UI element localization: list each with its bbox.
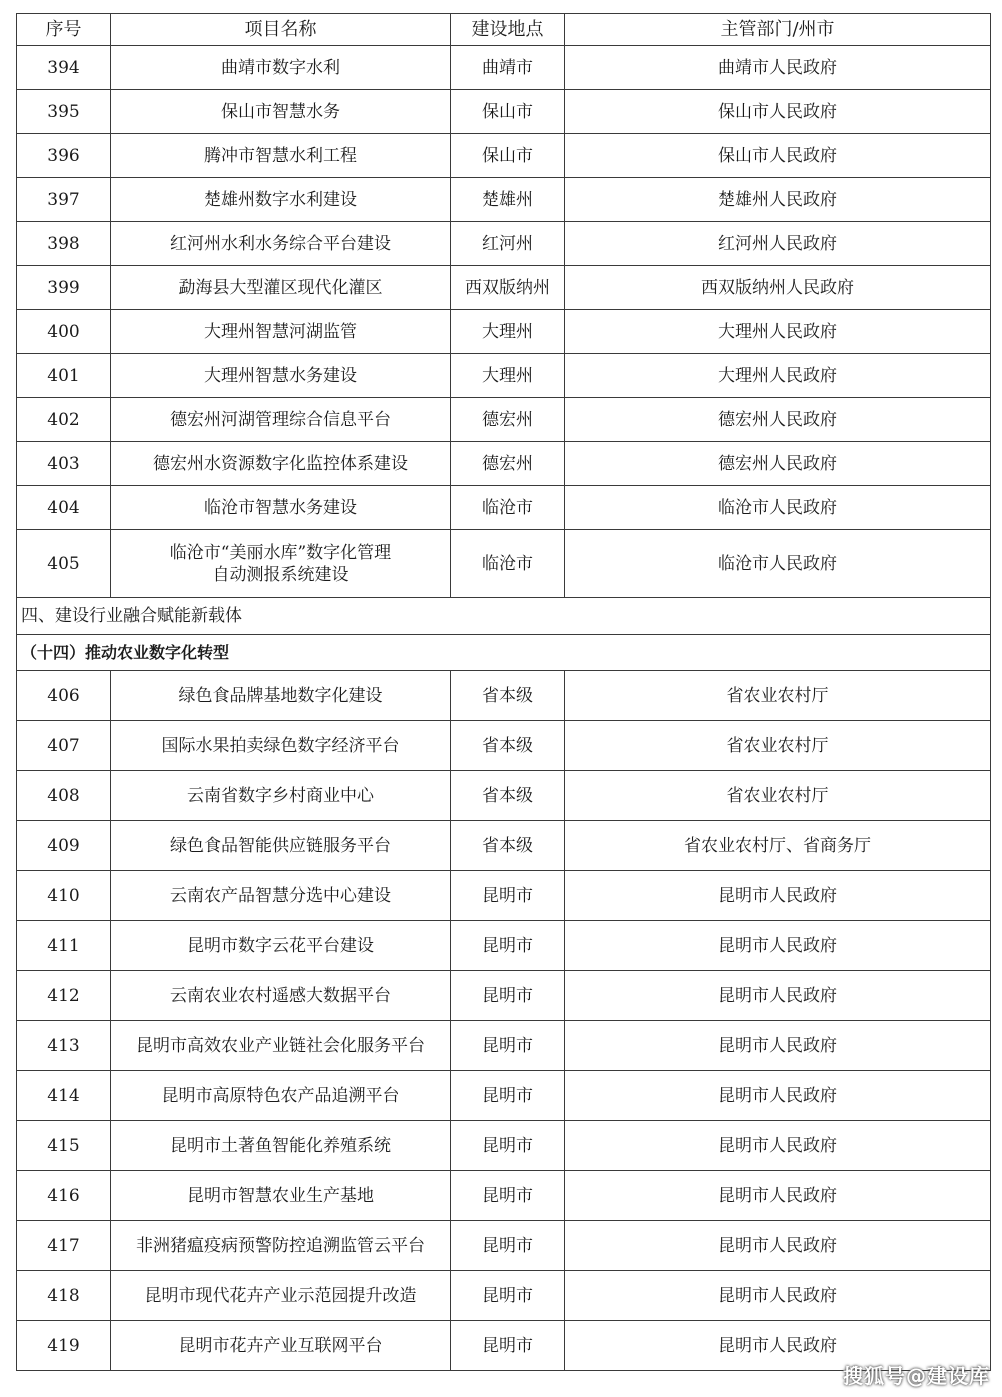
cell-dept: 昆明市人民政府 <box>565 1321 991 1371</box>
cell-location: 昆明市 <box>451 971 565 1021</box>
cell-no: 418 <box>17 1271 111 1321</box>
table-row <box>17 310 991 354</box>
cell-name: 云南省数字乡村商业中心 <box>111 771 451 821</box>
cell-name: 昆明市土著鱼智能化养殖系统 <box>111 1121 451 1171</box>
table-row <box>17 354 991 398</box>
cell-name: 非洲猪瘟疫病预警防控追溯监管云平台 <box>111 1221 451 1271</box>
cell-no: 400 <box>17 310 111 354</box>
cell-location: 临沧市 <box>451 486 565 530</box>
cell-location: 西双版纳州 <box>451 266 565 310</box>
cell-name: 临沧市智慧水务建设 <box>111 486 451 530</box>
cell-no: 395 <box>17 90 111 134</box>
header-no: 序号 <box>17 14 111 46</box>
table-row <box>17 921 991 971</box>
cell-name: 昆明市智慧农业生产基地 <box>111 1171 451 1221</box>
cell-name: 昆明市高效农业产业链社会化服务平台 <box>111 1021 451 1071</box>
cell-location: 大理州 <box>451 310 565 354</box>
cell-no: 411 <box>17 921 111 971</box>
cell-no: 410 <box>17 871 111 921</box>
table-row <box>17 671 991 721</box>
cell-location: 德宏州 <box>451 398 565 442</box>
cell-name: 云南农产品智慧分选中心建设 <box>111 871 451 921</box>
cell-no: 401 <box>17 354 111 398</box>
cell-name: 绿色食品牌基地数字化建设 <box>111 671 451 721</box>
cell-dept: 昆明市人民政府 <box>565 1071 991 1121</box>
cell-name: 楚雄州数字水利建设 <box>111 178 451 222</box>
cell-location: 红河州 <box>451 222 565 266</box>
cell-dept: 昆明市人民政府 <box>565 1021 991 1071</box>
cell-name: 云南农业农村遥感大数据平台 <box>111 971 451 1021</box>
table-row <box>17 530 991 598</box>
cell-location: 曲靖市 <box>451 46 565 90</box>
cell-no: 412 <box>17 971 111 1021</box>
table-row <box>17 266 991 310</box>
cell-dept: 省农业农村厅 <box>565 771 991 821</box>
cell-dept: 昆明市人民政府 <box>565 971 991 1021</box>
cell-name: 昆明市数字云花平台建设 <box>111 921 451 971</box>
cell-no: 408 <box>17 771 111 821</box>
cell-dept: 临沧市人民政府 <box>565 530 991 598</box>
cell-name: 曲靖市数字水利 <box>111 46 451 90</box>
cell-dept: 省农业农村厅、省商务厅 <box>565 821 991 871</box>
cell-location: 昆明市 <box>451 1121 565 1171</box>
cell-dept: 德宏州人民政府 <box>565 442 991 486</box>
cell-location: 昆明市 <box>451 921 565 971</box>
cell-no: 414 <box>17 1071 111 1121</box>
cell-name: 大理州智慧河湖监管 <box>111 310 451 354</box>
cell-no: 415 <box>17 1121 111 1171</box>
cell-name: 昆明市花卉产业互联网平台 <box>111 1321 451 1371</box>
cell-name: 保山市智慧水务 <box>111 90 451 134</box>
cell-location: 省本级 <box>451 721 565 771</box>
cell-dept: 省农业农村厅 <box>565 721 991 771</box>
table-row <box>17 1021 991 1071</box>
cell-dept: 红河州人民政府 <box>565 222 991 266</box>
table-row <box>17 1271 991 1321</box>
cell-location: 昆明市 <box>451 1271 565 1321</box>
cell-name: 昆明市高原特色农产品追溯平台 <box>111 1071 451 1121</box>
cell-no: 402 <box>17 398 111 442</box>
cell-name-line1: 临沧市“美丽水库”数字化管理 <box>169 542 392 563</box>
cell-dept: 临沧市人民政府 <box>565 486 991 530</box>
cell-location: 临沧市 <box>451 530 565 598</box>
cell-dept: 西双版纳州人民政府 <box>565 266 991 310</box>
cell-dept: 昆明市人民政府 <box>565 921 991 971</box>
cell-location: 昆明市 <box>451 1171 565 1221</box>
cell-dept: 昆明市人民政府 <box>565 1121 991 1171</box>
header-name: 项目名称 <box>111 14 451 46</box>
cell-dept: 保山市人民政府 <box>565 90 991 134</box>
table-row <box>17 1121 991 1171</box>
table-row <box>17 222 991 266</box>
cell-no: 394 <box>17 46 111 90</box>
cell-no: 406 <box>17 671 111 721</box>
cell-no: 404 <box>17 486 111 530</box>
cell-dept: 德宏州人民政府 <box>565 398 991 442</box>
section-row <box>17 598 991 635</box>
cell-no: 416 <box>17 1171 111 1221</box>
table-row <box>17 1071 991 1121</box>
table-row <box>17 871 991 921</box>
table-row <box>17 771 991 821</box>
cell-no: 396 <box>17 134 111 178</box>
cell-dept: 省农业农村厅 <box>565 671 991 721</box>
cell-dept: 昆明市人民政府 <box>565 1271 991 1321</box>
cell-name: 德宏州水资源数字化监控体系建设 <box>111 442 451 486</box>
cell-location: 保山市 <box>451 134 565 178</box>
cell-name: 腾冲市智慧水利工程 <box>111 134 451 178</box>
cell-name: 昆明市现代花卉产业示范园提升改造 <box>111 1271 451 1321</box>
table-row <box>17 1221 991 1271</box>
table-row <box>17 971 991 1021</box>
cell-name-line2: 自动测报系统建设 <box>212 564 349 585</box>
cell-dept: 大理州人民政府 <box>565 354 991 398</box>
table-row <box>17 821 991 871</box>
project-table <box>16 13 991 1371</box>
table-row <box>17 134 991 178</box>
cell-dept: 保山市人民政府 <box>565 134 991 178</box>
subsection-title: （十四）推动农业数字化转型 <box>17 635 991 671</box>
cell-location: 省本级 <box>451 821 565 871</box>
cell-location: 昆明市 <box>451 1071 565 1121</box>
cell-no: 403 <box>17 442 111 486</box>
table-row <box>17 1171 991 1221</box>
header-dept: 主管部门/州市 <box>565 14 991 46</box>
cell-no: 407 <box>17 721 111 771</box>
cell-no: 397 <box>17 178 111 222</box>
cell-no: 417 <box>17 1221 111 1271</box>
cell-name <box>111 530 451 598</box>
cell-name: 绿色食品智能供应链服务平台 <box>111 821 451 871</box>
table-row <box>17 46 991 90</box>
cell-location: 德宏州 <box>451 442 565 486</box>
section-title: 四、建设行业融合赋能新载体 <box>17 598 991 635</box>
cell-name: 德宏州河湖管理综合信息平台 <box>111 398 451 442</box>
cell-dept: 楚雄州人民政府 <box>565 178 991 222</box>
cell-dept: 昆明市人民政府 <box>565 1221 991 1271</box>
cell-location: 省本级 <box>451 771 565 821</box>
cell-no: 419 <box>17 1321 111 1371</box>
table-row <box>17 178 991 222</box>
table-row <box>17 90 991 134</box>
cell-location: 昆明市 <box>451 1321 565 1371</box>
cell-name: 勐海县大型灌区现代化灌区 <box>111 266 451 310</box>
cell-dept: 昆明市人民政府 <box>565 1171 991 1221</box>
header-location: 建设地点 <box>451 14 565 46</box>
cell-no: 409 <box>17 821 111 871</box>
cell-name: 国际水果拍卖绿色数字经济平台 <box>111 721 451 771</box>
table-row <box>17 442 991 486</box>
table-row <box>17 398 991 442</box>
cell-no: 405 <box>17 530 111 598</box>
cell-dept: 大理州人民政府 <box>565 310 991 354</box>
subsection-row <box>17 635 991 671</box>
cell-location: 保山市 <box>451 90 565 134</box>
table-row <box>17 721 991 771</box>
cell-dept: 昆明市人民政府 <box>565 871 991 921</box>
cell-name: 大理州智慧水务建设 <box>111 354 451 398</box>
cell-location: 昆明市 <box>451 871 565 921</box>
table-row <box>17 486 991 530</box>
cell-location: 昆明市 <box>451 1221 565 1271</box>
table-header-row <box>17 14 991 46</box>
cell-dept: 曲靖市人民政府 <box>565 46 991 90</box>
cell-no: 398 <box>17 222 111 266</box>
watermark: 搜狐号@建设库 <box>843 1364 990 1388</box>
cell-location: 省本级 <box>451 671 565 721</box>
cell-no: 399 <box>17 266 111 310</box>
cell-location: 楚雄州 <box>451 178 565 222</box>
cell-location: 大理州 <box>451 354 565 398</box>
cell-name: 红河州水利水务综合平台建设 <box>111 222 451 266</box>
cell-location: 昆明市 <box>451 1021 565 1071</box>
cell-no: 413 <box>17 1021 111 1071</box>
